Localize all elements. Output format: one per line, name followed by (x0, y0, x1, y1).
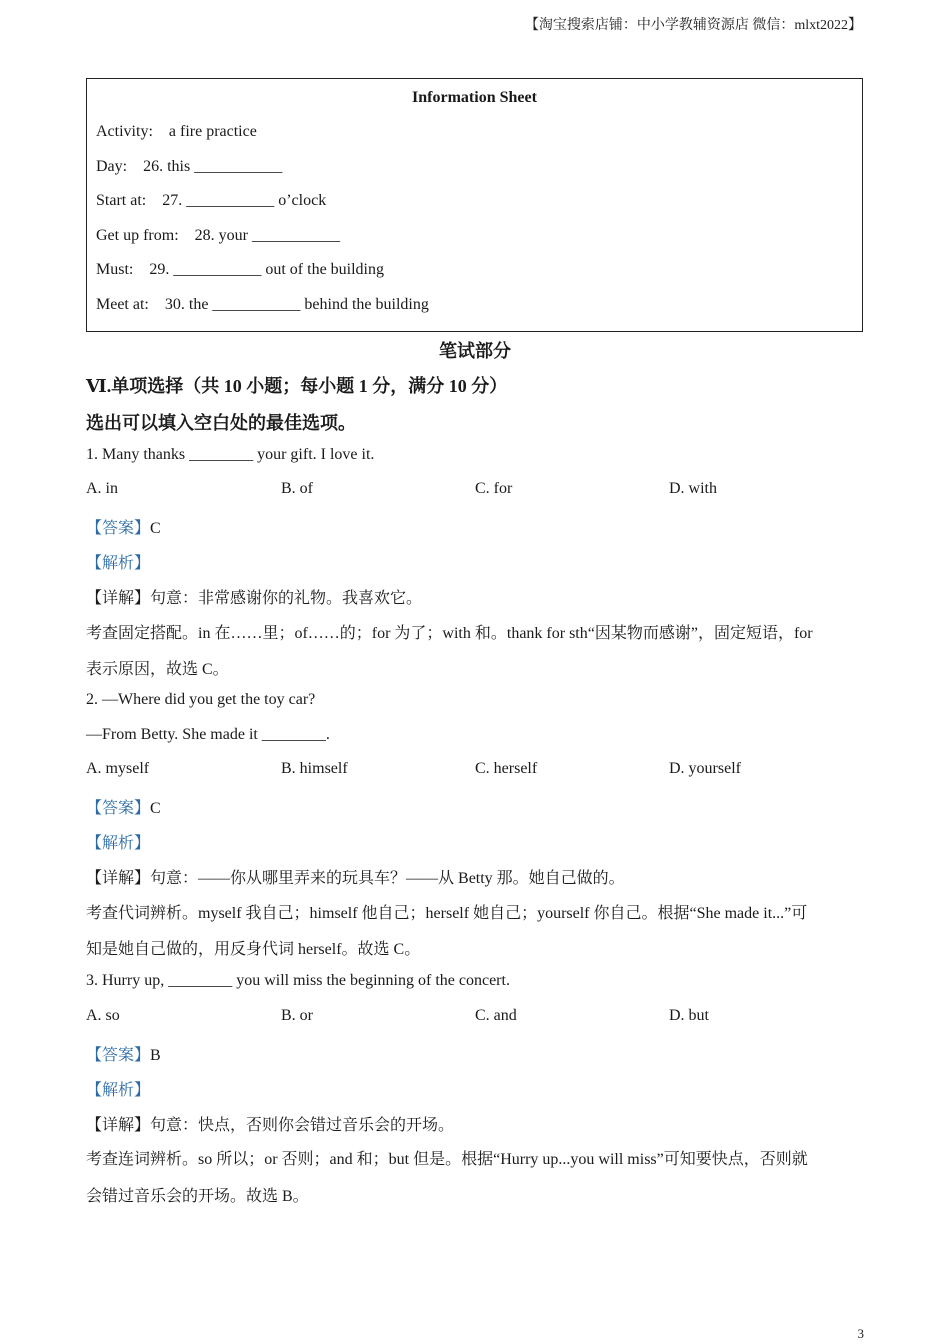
question-2-stem-2: —From Betty. She made it ________. (86, 726, 330, 743)
page-number: 3 (857, 1326, 864, 1341)
question-2-option-b: B. himself (281, 760, 348, 777)
question-3-analysis-tag: 【解析】 (86, 1082, 151, 1099)
question-3-stem: 3. Hurry up, ________ you will miss the beginning of the concert. (86, 972, 510, 989)
information-sheet-title: Information Sheet (412, 89, 537, 106)
question-3-option-d: D. but (669, 1007, 709, 1024)
question-2-option-a: A. myself (86, 760, 150, 777)
question-3-answer (86, 1042, 161, 1065)
info-row-getup: Get up from: 28. your ___________ (96, 227, 340, 244)
question-1-explanation-1: 考查固定搭配。in 在……里；of……的；for 为了；with 和。thank for sth“因某物而感谢”，固定短语，for (86, 625, 813, 642)
detail-text: 句意：——你从哪里弄来的玩具车？——从 Betty 那。她自己做的。 (150, 870, 625, 887)
question-3-option-c: C. and (475, 1007, 517, 1024)
question-3-explanation-1: 考查连词辨析。so 所以；or 否则；and 和；but 但是。根据“Hurry up...you will miss”可知要快点，否则就 (86, 1151, 808, 1168)
answer-value: C (150, 800, 161, 817)
detail-text: 句意：非常感谢你的礼物。我喜欢它。 (150, 590, 423, 607)
detail-text: 句意：快点，否则你会错过音乐会的开场。 (150, 1117, 455, 1134)
header-note: 【淘宝搜索店铺：中小学教辅资源店 微信：mlxt2022】 (524, 18, 862, 33)
question-2-option-d: D. yourself (669, 760, 741, 777)
info-row-activity: Activity: a fire practice (96, 123, 257, 140)
information-sheet (86, 78, 863, 332)
question-3-option-a: A. so (86, 1007, 120, 1024)
part-heading: Ⅵ.单项选择（共 10 小题；每小题 1 分，满分 10 分） (86, 376, 508, 396)
question-3-detail (86, 1112, 454, 1135)
detail-tag: 【详解】 (86, 590, 151, 607)
question-2-detail (86, 865, 625, 888)
question-2-explanation-2: 知是她自己做的，用反身代词 herself。故选 C。 (86, 941, 421, 958)
question-1-answer (86, 515, 161, 538)
question-2-option-c: C. herself (475, 760, 538, 777)
answer-tag: 【答案】 (86, 800, 151, 817)
question-1-stem: 1. Many thanks ________ your gift. I love it. (86, 446, 375, 463)
question-3-explanation-2: 会错过音乐会的开场。故选 B。 (86, 1188, 309, 1205)
part-instruction: 选出可以填入空白处的最佳选项。 (86, 413, 356, 433)
section-title: 笔试部分 (439, 341, 511, 361)
question-2-analysis-tag: 【解析】 (86, 835, 151, 852)
detail-tag: 【详解】 (86, 1117, 151, 1134)
question-2-stem-1: 2. —Where did you get the toy car? (86, 691, 316, 708)
info-row-start: Start at: 27. ___________ o’clock (96, 192, 327, 209)
question-1-analysis-tag: 【解析】 (86, 555, 151, 572)
question-1-option-a: A. in (86, 480, 118, 497)
question-1-option-c: C. for (475, 480, 513, 497)
answer-value: C (150, 520, 161, 537)
question-1-detail (86, 585, 422, 608)
question-2-explanation-1: 考查代词辨析。myself 我自己；himself 他自己；herself 她自己；yourself 你自己。根据“She made it...”可 (86, 905, 808, 922)
answer-tag: 【答案】 (86, 520, 151, 537)
info-row-must: Must: 29. ___________ out of the building (96, 261, 384, 278)
answer-value: B (150, 1047, 161, 1064)
question-1-option-b: B. of (281, 480, 313, 497)
answer-tag: 【答案】 (86, 1047, 151, 1064)
info-row-meet: Meet at: 30. the ___________ behind the building (96, 296, 429, 313)
detail-tag: 【详解】 (86, 870, 151, 887)
question-1-explanation-2: 表示原因，故选 C。 (86, 661, 229, 678)
question-2-answer (86, 795, 161, 818)
question-1-option-d: D. with (669, 480, 717, 497)
question-3-option-b: B. or (281, 1007, 313, 1024)
info-row-day: Day: 26. this ___________ (96, 158, 283, 175)
